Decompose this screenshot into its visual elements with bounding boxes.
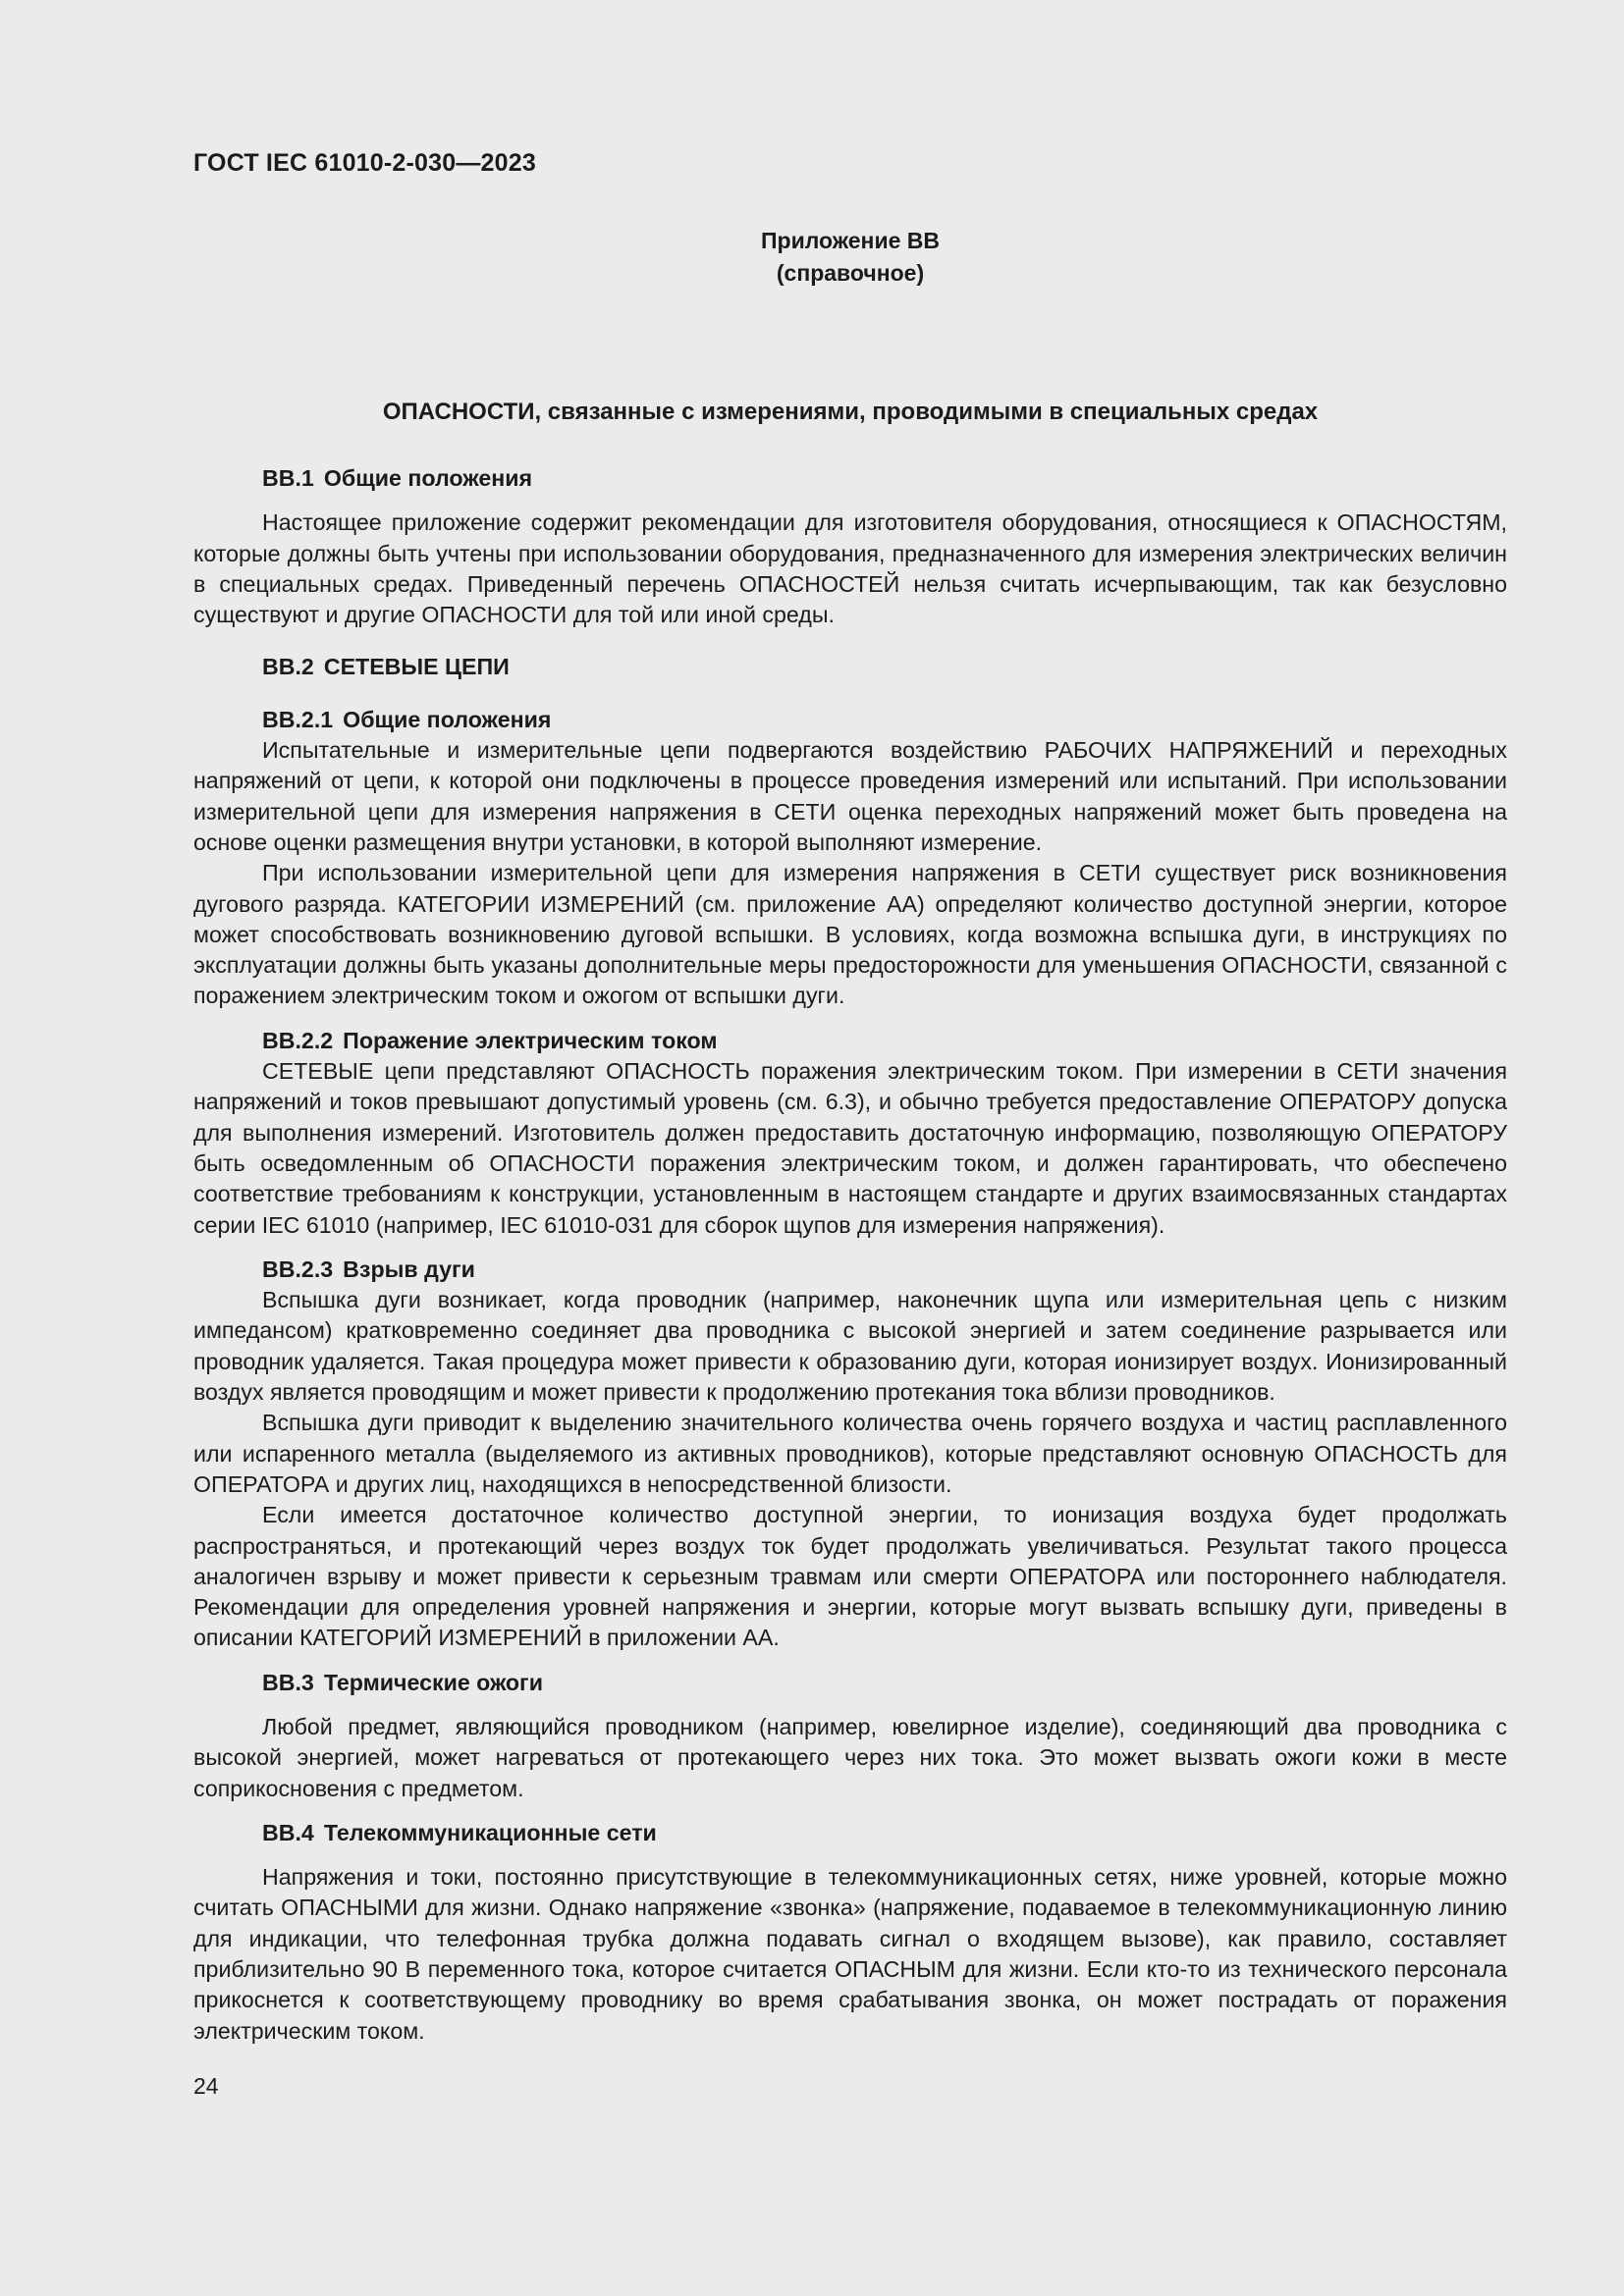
section-heading-bb21 bbox=[193, 705, 1507, 735]
section-number: ВВ.2.3 bbox=[262, 1255, 334, 1282]
document-body bbox=[193, 463, 1507, 2047]
main-title: ОПАСНОСТИ, связанные с измерениями, проводимыми в специальных средах bbox=[382, 399, 1319, 425]
section-heading-bb23 bbox=[193, 1255, 1507, 1285]
section-title: СЕТЕВЫЕ ЦЕПИ bbox=[323, 654, 510, 680]
section-number: ВВ.2.1 bbox=[262, 706, 334, 732]
section-number: ВВ.2.2 bbox=[262, 1027, 334, 1053]
section-title: Телекоммуникационные сети bbox=[323, 1819, 657, 1845]
section-title: Термические ожоги bbox=[323, 1669, 543, 1695]
section-heading-bb2 bbox=[193, 652, 1507, 682]
annex-heading bbox=[193, 225, 1507, 290]
paragraph: Настоящее приложение содержит рекомендации для изготовителя оборудования, относящиеся к ОПАСНОСТЯМ, которые должны быть учтены при использовании оборудования, предназначенного для измерения электрических величин в специальных средах. Приведенный перечень ОПАСНОСТЕЙ нельзя считать исчерпывающим, так как безусловно существуют и другие ОПАСНОСТИ для той или иной среды. bbox=[193, 509, 1507, 628]
section-number: ВВ.2 bbox=[262, 654, 314, 680]
paragraph: Вспышка дуги приводит к выделению значительного количества очень горячего воздуха и частиц расплавленного или испаренного металла (выделяемого из активных проводников), которые представляют основную ОПАСНОСТЬ для ОПЕРАТОРА и других лиц, находящихся в непосредственной близости. bbox=[193, 1410, 1507, 1497]
section-heading-bb4 bbox=[193, 1818, 1507, 1848]
paragraph: Напряжения и токи, постоянно присутствующие в телекоммуникационных сетях, ниже уровней, которые можно считать ОПАСНЫМИ для жизни. Однако напряжение «звонка» (напряжение, подаваемое в телекоммуникационную линию для индикации, что телефонная трубка должна подавать сигнал о входящем вызове), как правило, составляет приблизительно 90 В переменного тока, которое считается ОПАСНЫМ для жизни. Если кто-то из технического персонала прикоснется к соответствующему проводнику во время срабатывания звонка, он может пострадать от поражения электрическим током. bbox=[193, 1864, 1507, 2044]
page-number: 24 bbox=[193, 2073, 219, 2099]
section-title: Поражение электрическим током bbox=[343, 1027, 718, 1053]
section-title: Взрыв дуги bbox=[343, 1255, 475, 1282]
section-number: ВВ.1 bbox=[262, 465, 314, 491]
section-title: Общие положения bbox=[323, 465, 533, 491]
annex-title: Приложение ВВ bbox=[760, 228, 940, 253]
annex-subtitle: (справочное) bbox=[776, 260, 925, 286]
paragraph: СЕТЕВЫЕ цепи представляют ОПАСНОСТЬ поражения электрическим током. При измерении в СЕТИ значения напряжений и токов превышают допустимый уровень (см. 6.3), и обычно требуется предоставление ОПЕРАТОРУ допуска для выполнения измерений. Изготовитель должен предоставить достаточную информацию, позволяющую ОПЕРАТОРУ быть осведомленным об ОПАСНОСТИ поражения электрическим током, и должен гарантировать, что обеспечено соответствие требованиям к конструкции, установленным в настоящем стандарте и других взаимосвязанных стандартах серии IEC 61010 (например, IEC 61010-031 для сборок щупов для измерения напряжения). bbox=[193, 1058, 1507, 1238]
section-title: Общие положения bbox=[343, 706, 552, 732]
paragraph: Любой предмет, являющийся проводником (например, ювелирное изделие), соединяющий два проводника с высокой энергией, может нагреваться от протекающего через них тока. Это может вызвать ожоги кожи в месте соприкосновения с предметом. bbox=[193, 1713, 1507, 1801]
section-heading-bb22 bbox=[193, 1026, 1507, 1056]
section-heading-bb3 bbox=[193, 1668, 1507, 1698]
paragraph: Испытательные и измерительные цепи подвергаются воздействию РАБОЧИХ НАПРЯЖЕНИЙ и переходных напряжений от цепи, к которой они подключены в процессе проведения измерений или испытаний. При использовании измерительной цепи для измерения напряжения в СЕТИ оценка переходных напряжений может быть проведена на основе оценки размещения внутри установки, в которой выполняют измерение. bbox=[193, 737, 1507, 855]
section-number: ВВ.3 bbox=[262, 1669, 314, 1695]
paragraph: При использовании измерительной цепи для измерения напряжения в СЕТИ существует риск возникновения дугового разряда. КАТЕГОРИИ ИЗМЕРЕНИЙ (см. приложение АА) определяют количество доступной энергии, которое может способствовать возникновению дуговой вспышки. В условиях, когда возможна вспышка дуги, в инструкциях по эксплуатации должны быть указаны дополнительные меры предосторожности для уменьшения ОПАСНОСТИ, связанной с поражением электрическим током и ожогом от вспышки дуги. bbox=[193, 860, 1507, 1009]
section-number: ВВ.4 bbox=[262, 1819, 314, 1845]
section-heading-bb1 bbox=[193, 463, 1507, 494]
paragraph: Вспышка дуги возникает, когда проводник (например, наконечник щупа или измерительная цепь с низким импедансом) кратковременно соединяет два проводника с высокой энергией и затем соединение разрывается или проводник удаляется. Такая процедура может привести к образованию дуги, которая ионизирует воздух. Ионизированный воздух является проводящим и может привести к продолжению протекания тока вблизи проводников. bbox=[193, 1287, 1507, 1406]
document-header: ГОСТ IEC 61010-2-030—2023 bbox=[193, 149, 536, 177]
paragraph: Если имеется достаточное количество доступной энергии, то ионизация воздуха будет продолжать распространяться, и протекающий через воздух ток будет продолжать увеличиваться. Результат такого процесса аналогичен взрыву и может привести к серьезным травмам или смерти ОПЕРАТОРА или постороннего наблюдателя. Рекомендации для определения уровней напряжения и энергии, которые могут вызвать вспышку дуги, приведены в описании КАТЕГОРИЙ ИЗМЕРЕНИЙ в приложении АА. bbox=[193, 1502, 1507, 1651]
